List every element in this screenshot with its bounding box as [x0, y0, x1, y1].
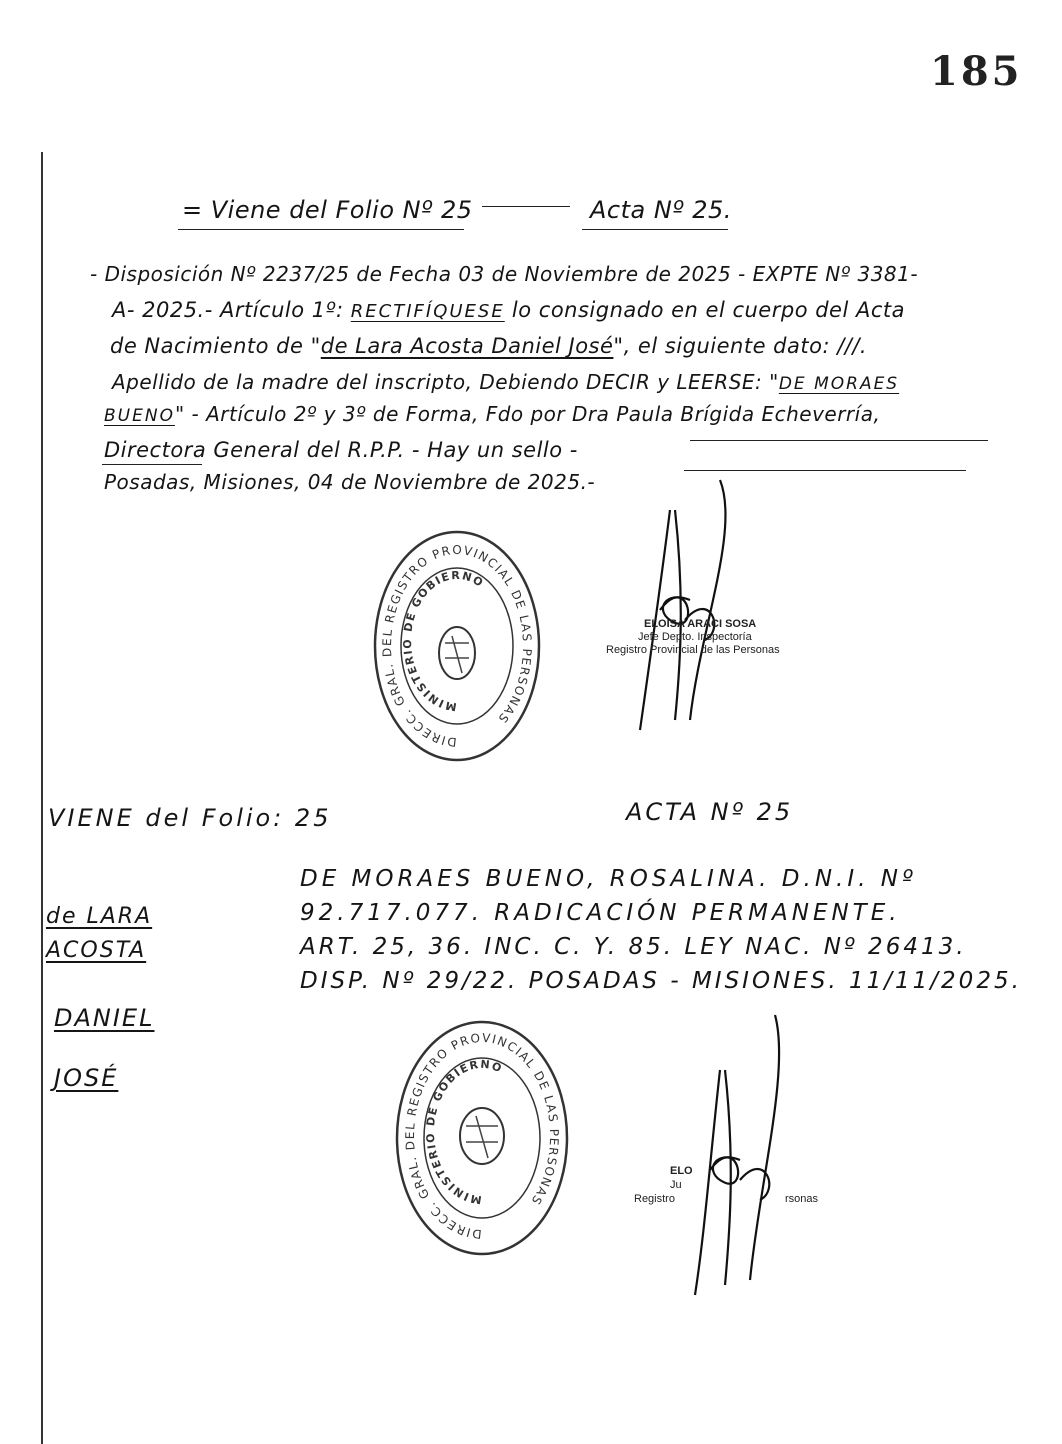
seal-inner-text: MINISTERIO DE GOBIERNO	[400, 568, 487, 714]
svg-text:MINISTERIO DE GOBIERNO	[424, 1058, 505, 1207]
folio-number: 185	[930, 48, 1023, 95]
entry1-line-3	[110, 334, 867, 358]
entry1-line-5	[104, 402, 880, 426]
margin-name-1: de LARA	[46, 904, 153, 929]
mother-surname-label: Apellido de la madre del inscripto, Debiendo DECIR y LEERSE: "	[112, 370, 779, 394]
seal-outer-text: DIRECC. GRAL. DEL REGISTRO PROVINCIAL DE LAS PERSONAS	[403, 1030, 562, 1242]
entry2-heading-right: ACTA Nº 25	[626, 798, 794, 826]
signatory-title: Jefe Depto. Inspectoría	[638, 631, 752, 643]
entry1-line-1: - Disposición Nº 2237/25 de Fecha 03 de Noviembre de 2025 - EXPTE Nº 3381-	[90, 262, 919, 286]
rectifiquese-word: RECTIFÍQUESE	[350, 301, 505, 322]
official-seal	[394, 1018, 570, 1258]
article-1-text: lo consignado en el cuerpo del Acta	[511, 298, 905, 322]
entry1-line-7: Posadas, Misiones, 04 de Noviembre de 2025.-	[104, 470, 596, 494]
entry1-line-4	[112, 370, 899, 394]
entry2-line-3: ART. 25, 36. INC. C. Y. 85. LEY NAC. Nº 26413.	[300, 934, 967, 960]
signatory-name: ELOISA ARACI SOSA	[644, 618, 757, 630]
signatory-office: Registro Provincial de las Personas	[606, 644, 780, 656]
entry2-line-2: 92.717.077. RADICACIÓN PERMANENTE.	[300, 900, 901, 926]
official-seal	[372, 528, 542, 764]
seal-outer-text: DIRECC. GRAL. DEL REGISTRO PROVINCIAL DE LAS PERSONAS	[379, 542, 535, 750]
article-1-prefix: A- 2025.- Artículo 1º:	[112, 298, 344, 322]
entry2-line-1: DE MORAES BUENO, ROSALINA. D.N.I. Nº	[300, 866, 917, 892]
heading-underline	[582, 229, 728, 230]
entry2-line-4: DISP. Nº 29/22. POSADAS - MISIONES. 11/11/2025.	[300, 968, 1022, 994]
articles-signature: " - Artículo 2º y 3º de Forma, Fdo por Dra Paula Brígida Echeverría,	[174, 402, 881, 426]
acta-suffix: ", el siguiente dato: ///.	[613, 334, 868, 358]
coat-of-arms-icon	[439, 627, 475, 679]
signatory-title: Ju	[670, 1179, 682, 1191]
signature-2	[680, 1010, 800, 1300]
heading-underline	[178, 229, 464, 230]
margin-name-4: JOSÉ	[54, 1064, 119, 1092]
signature-stamp-1	[606, 618, 780, 657]
fill-line	[690, 440, 988, 441]
entry1-heading-right: Acta Nº 25.	[590, 196, 732, 224]
seal-inner-text: MINISTERIO DE GOBIERNO	[423, 1057, 505, 1207]
signatory-office: Registro rsonas	[634, 1193, 818, 1205]
child-name: de Lara Acosta Daniel José	[320, 334, 614, 358]
signature-stamp-2	[634, 1164, 818, 1206]
heading-dash	[482, 206, 570, 207]
mother-surname-1: DE MORAES	[778, 374, 900, 394]
entry1-line-6: Directora General del R.P.P. - Hay un sello -	[104, 438, 578, 462]
margin-name-3: DANIEL	[54, 1004, 155, 1032]
coat-of-arms-icon	[460, 1108, 504, 1164]
margin-name-2: ACOSTA	[46, 938, 147, 963]
acta-prefix: de Nacimiento de "	[110, 334, 321, 358]
margin-rule	[41, 152, 43, 1444]
entry2-heading-left: VIENE del Folio: 25	[48, 804, 332, 832]
mother-surname-2: BUENO	[104, 406, 175, 426]
signature-1	[630, 470, 750, 740]
entry1-line-2	[112, 298, 905, 322]
signatory-name: ELO	[670, 1165, 693, 1177]
underline	[102, 464, 202, 465]
entry1-heading-left: = Viene del Folio Nº 25	[182, 196, 473, 224]
